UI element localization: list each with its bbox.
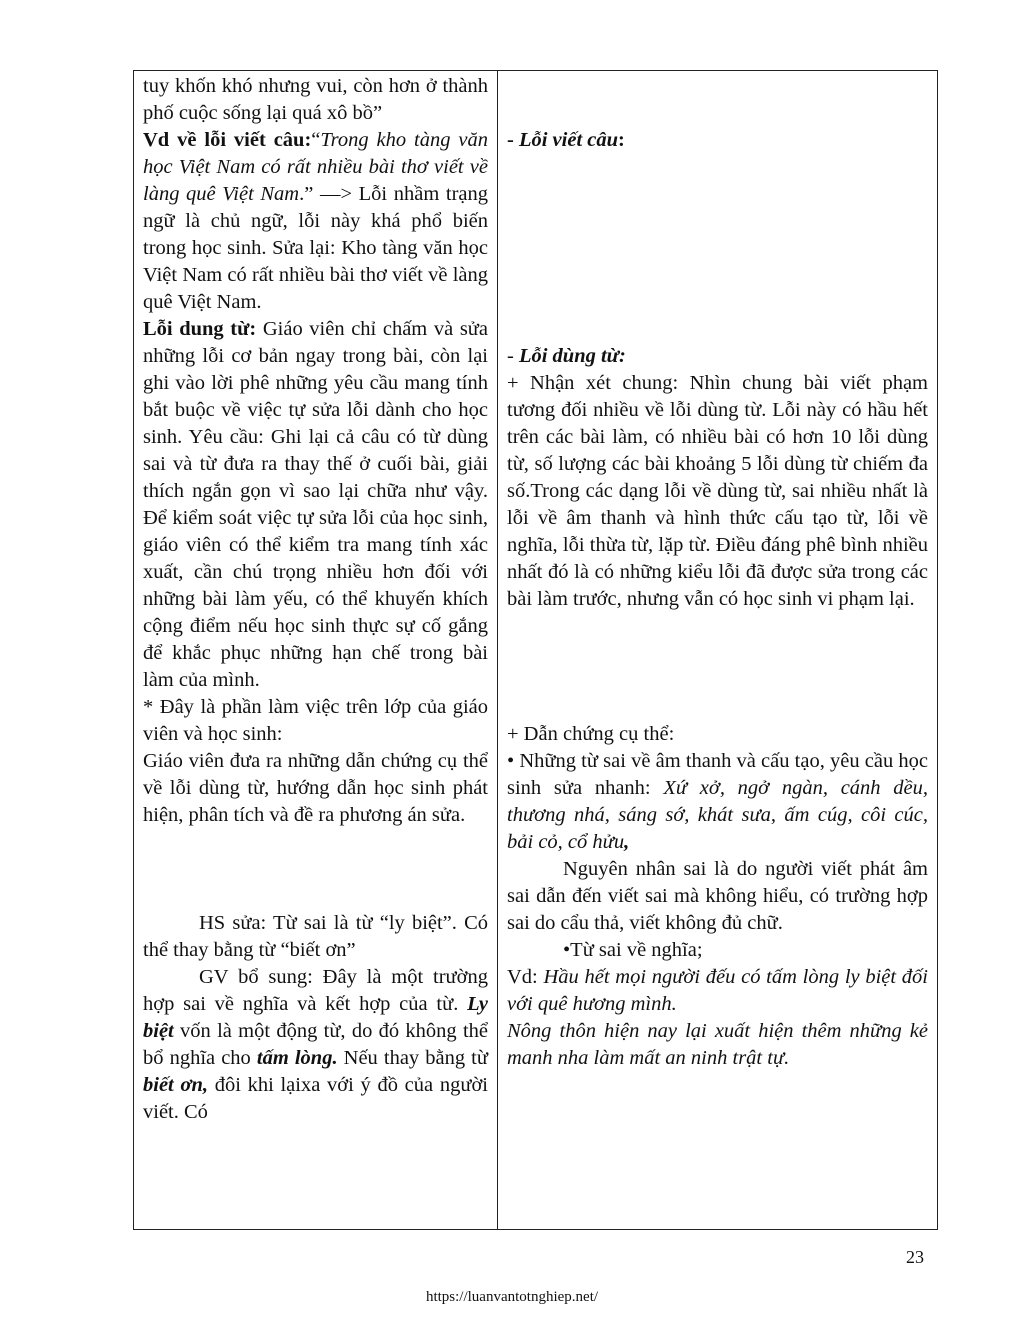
- right-sound-errors: • Những từ sai về âm thanh và cấu tạo, yêu cầu học sinh sửa nhanh: Xứ xở, ngở ngàn, cánh dều, thương nhá, sáng sớ, khát sưa, ấm cúg, côi cúc, bải cỏ, cổ hửu,: [507, 750, 928, 853]
- left-paragraph-5: Giáo viên đưa ra những dẫn chứng cụ thể về lỗi dùng từ, hướng dẫn học sinh phát hiện, phân tích và đề ra phương án sửa.: [143, 750, 488, 826]
- quote-open: “: [311, 129, 321, 151]
- word-error-text: Giáo viên chỉ chấm và sửa những lỗi cơ bản ngay trong bài, còn lại ghi vào lời phê những yêu cầu mang tính bắt buộc về việc tự sửa lỗi dành cho học sinh. Yêu cầu: Ghi lại cả câu có từ dùng sai và từ đưa ra thay thế ở cuối bài, giải thích ngắn gọn vì sao lại chữa như vậy. Để kiểm soát việc tự sửa lỗi của học sinh, giáo viên có thể kiểm tra mang tính xác xuất, cần chú trọng nhiều hơn đối với những bài làm yếu, có thể khuyến khích cộng điểm nếu học sinh thực sự cố gắng để khắc phục những hạn chế trong bài làm của mình.: [143, 318, 489, 691]
- right-heading-sentence-errors: - Lỗi viết câu:: [507, 129, 625, 151]
- right-meaning-errors: •Từ sai về nghĩa;: [563, 939, 703, 961]
- page-number: 23: [906, 1247, 924, 1267]
- teacher-note-term-1: Ly biệt: [143, 993, 488, 1042]
- teacher-note-d: Nếu thay bằng từ: [337, 1047, 488, 1069]
- teacher-note-a: GV bổ sung: Đây là một trường hợp sai về nghĩa và kết hợp của từ.: [143, 966, 488, 1015]
- right-general-comment: + Nhận xét chung: Nhìn chung bài viết phạm tương đối nhiều về lỗi dùng từ. Lỗi này có hầu hết trên các bài làm, có nhiều bài có hơn 10 lỗi dùng từ, số lượng các bài khoảng 5 lỗi dùng từ chiếm đa số.Trong các dạng lỗi về dùng từ, sai nhiều nhất là lỗi về âm thanh và hình thức cấu tạo từ, lỗi về nghĩa, lỗi thừa từ, lặp từ. Điều đáng phê bình nhiều nhất đó là có những kiểu lỗi đã được sửa trong các bài làm trước, nhưng vẫn có học sinh vi phạm lại.: [507, 372, 928, 610]
- right-evidence-heading: + Dẫn chứng cụ thể:: [507, 723, 675, 745]
- left-paragraph-3: [143, 316, 488, 694]
- teacher-note-term-3: biết ơn,: [143, 1074, 208, 1096]
- teacher-note-e: đôi khi lạixa với ý đồ của người viết. Có: [143, 1074, 488, 1123]
- right-example-2: Nông thôn hiện nay lại xuất hiện thêm những kẻ manh nha làm mất an ninh trật tự.: [507, 1020, 928, 1069]
- word-error-label: Lỗi dung từ:: [143, 318, 257, 340]
- left-paragraph-4: * Đây là phần làm việc trên lớp của giáo viên và học sinh:: [143, 696, 488, 745]
- left-paragraph-1: tuy khốn khó nhưng vui, còn hơn ở thành phố cuộc sống lại quá xô bồ”: [143, 75, 488, 124]
- left-column: [134, 71, 498, 1229]
- sentence-error-example-quote: Trong kho tàng văn học Việt Nam có rất nhiều bài thơ viết về làng quê Việt Nam: [143, 129, 488, 205]
- teacher-note-term-2: tấm lòng.: [256, 1047, 338, 1069]
- left-paragraph-2: [143, 127, 488, 316]
- right-example-1: Vd: Hầu hết mọi người đếu có tấm lòng ly biệt đối với quê hương mình.: [507, 966, 929, 1015]
- left-paragraph-6: HS sửa: Từ sai là từ “ly biệt”. Có thể thay bằng từ “biết ơn”: [143, 912, 488, 961]
- spacer: [507, 73, 928, 127]
- content-table: [133, 70, 938, 1230]
- spacer: [143, 829, 488, 910]
- footer-url[interactable]: https://luanvantotnghiep.net/: [425, 1289, 599, 1305]
- spacer: [507, 154, 928, 343]
- right-cause: Nguyên nhân sai là do người viết phát âm sai dẫn đến viết sai mà không hiểu, có trường hợp sai do cẩu thả, viết không đủ chữ.: [507, 858, 928, 934]
- spacer: [507, 613, 928, 721]
- left-paragraph-7: [143, 964, 488, 1126]
- right-column: [498, 71, 937, 1229]
- sentence-error-example-rest: .” —> Lỗi nhầm trạng ngữ là chủ ngữ, lỗi này khá phổ biến trong học sinh. Sửa lại: Kho tàng văn học Việt Nam có rất nhiều bài thơ viết về làng quê Việt Nam.: [143, 183, 489, 313]
- teacher-note-c: vốn là một động từ, do đó không thể bổ nghĩa cho: [143, 1020, 488, 1069]
- right-heading-word-errors: - Lỗi dùng từ:: [507, 345, 626, 367]
- sentence-error-example-label: Vd về lỗi viết câu:: [143, 129, 312, 151]
